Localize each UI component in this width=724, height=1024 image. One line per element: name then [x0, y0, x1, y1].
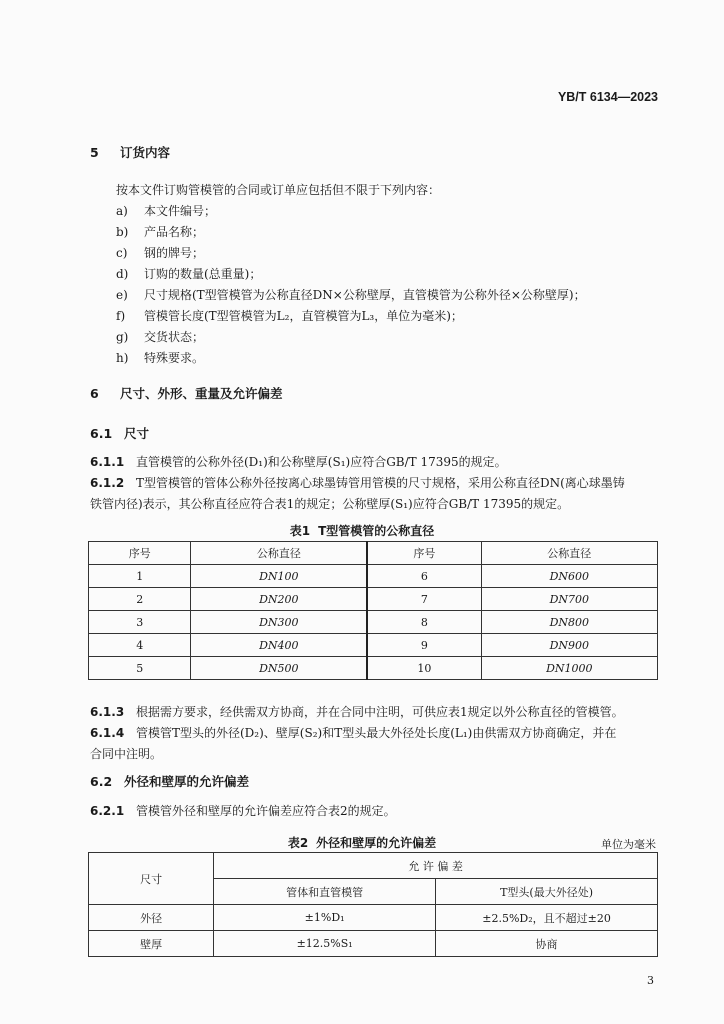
- list-item: [116, 349, 586, 370]
- section-6-2-heading: [90, 772, 249, 790]
- clause-text-line: 铁管内径)表示，其公称直径应符合表1的规定；公称壁厚(S₁)应符合GB/T 17395的规定。: [90, 497, 570, 511]
- column-header: 允 许 偏 差: [214, 853, 658, 879]
- table-cell: 壁厚: [89, 931, 214, 957]
- list-item: [116, 307, 586, 328]
- section-number: 5: [90, 145, 99, 160]
- clause-number: 6.1.1: [90, 455, 125, 469]
- list-text: 产品名称；: [144, 225, 205, 239]
- clause-6-1-4: [90, 723, 670, 765]
- table-cell: DN900: [481, 634, 657, 657]
- section-6-heading: [90, 384, 283, 402]
- section-title: 订货内容: [120, 145, 171, 160]
- table-cell: 协商: [436, 931, 658, 957]
- table-cell: 9: [367, 634, 481, 657]
- table-cell: ±2.5%D₂，且不超过±20: [436, 905, 658, 931]
- table-cell: 外径: [89, 905, 214, 931]
- list-label: h): [116, 351, 129, 365]
- table-row: [89, 588, 658, 611]
- list-text: 订购的数量(总重量)；: [144, 267, 262, 281]
- list-label: b): [116, 225, 129, 239]
- section-title: 尺寸: [124, 426, 150, 441]
- table-cell: 2: [89, 588, 191, 611]
- table-cell: 5: [89, 657, 191, 680]
- table-1-title: [0, 522, 724, 539]
- table-cell: 8: [367, 611, 481, 634]
- list-label: f): [116, 309, 126, 323]
- list-item: [116, 244, 586, 265]
- table-cell: DN100: [191, 565, 367, 588]
- table-cell: 3: [89, 611, 191, 634]
- table-cell: DN1000: [481, 657, 657, 680]
- section-title: 外径和壁厚的允许偏差: [124, 774, 250, 789]
- column-header: 序号: [367, 542, 481, 565]
- section-number: 6.1: [90, 426, 113, 441]
- table-2: [88, 852, 658, 957]
- table-cell: DN400: [191, 634, 367, 657]
- clause-6-1-3: [90, 702, 624, 723]
- unit-note: 单位为毫米: [601, 838, 656, 851]
- clause-text-line: 合同中注明。: [90, 747, 163, 761]
- table-row: [89, 611, 658, 634]
- section-5-intro: 按本文件订购管模管的合同或订单应包括但不限于下列内容：: [116, 183, 441, 197]
- clause-text: 直管模管的公称外径(D₁)和公称壁厚(S₁)应符合GB/T 17395的规定。: [136, 455, 507, 469]
- section-6-1-heading: [90, 424, 149, 442]
- column-header: 公称直径: [481, 542, 657, 565]
- list-label: a): [116, 204, 128, 218]
- list-text: 本文件编号；: [144, 204, 217, 218]
- table-cell: DN500: [191, 657, 367, 680]
- list-label: g): [116, 330, 129, 344]
- clause-number: 6.1.3: [90, 705, 125, 719]
- table-number: 表1: [289, 524, 311, 538]
- table-cell: 10: [367, 657, 481, 680]
- order-content-list: [116, 202, 586, 370]
- list-label: c): [116, 246, 128, 260]
- table-1: [88, 541, 658, 680]
- clause-number: 6.1.2: [90, 476, 125, 490]
- list-item: [116, 265, 586, 286]
- table-header-row: [89, 542, 658, 565]
- clause-6-1-2: [90, 473, 670, 515]
- table-cell: ±1%D₁: [214, 905, 436, 931]
- clause-text: 管模管外径和壁厚的允许偏差应符合表2的规定。: [136, 804, 396, 818]
- list-label: d): [116, 267, 129, 281]
- table-cell: DN300: [191, 611, 367, 634]
- table-row: [89, 657, 658, 680]
- list-text: 尺寸规格(T型管模管为公称直径DN×公称壁厚，直管模管为公称外径×公称壁厚)；: [144, 288, 586, 302]
- column-header: 公称直径: [191, 542, 367, 565]
- page-number: 3: [647, 974, 654, 987]
- list-text: 特殊要求。: [144, 351, 205, 365]
- clause-text-line: 管模管T型头的外径(D₂)、壁厚(S₂)和T型头最大外径处长度(L₁)由供需双方协商确定，并在: [136, 726, 617, 740]
- list-item: [116, 328, 586, 349]
- section-title: 尺寸、外形、重量及允许偏差: [120, 386, 283, 401]
- column-header: 序号: [89, 542, 191, 565]
- clause-6-2-1: [90, 801, 396, 822]
- table-row: [89, 565, 658, 588]
- table-cell: 7: [367, 588, 481, 611]
- list-label: e): [116, 288, 128, 302]
- table-row: [89, 634, 658, 657]
- column-header: 管体和直管模管: [214, 879, 436, 905]
- table-row: [89, 931, 658, 957]
- section-number: 6: [90, 386, 99, 401]
- list-text: 钢的牌号；: [144, 246, 205, 260]
- clause-number: 6.2.1: [90, 804, 125, 818]
- clause-text: 根据需方要求，经供需双方协商，并在合同中注明，可供应表1规定以外公称直径的管模管。: [136, 705, 624, 719]
- list-text: 交货状态；: [144, 330, 205, 344]
- section-5-heading: [90, 143, 170, 161]
- table-cell: 6: [367, 565, 481, 588]
- table-row: [89, 905, 658, 931]
- standard-code: YB/T 6134—2023: [557, 90, 658, 104]
- clause-6-1-1: [90, 452, 507, 473]
- table-number: 表2: [287, 836, 309, 850]
- clause-number: 6.1.4: [90, 726, 125, 740]
- column-header: T型头(最大外径处): [436, 879, 658, 905]
- table-cell: ±12.5%S₁: [214, 931, 436, 957]
- table-caption: 外径和壁厚的允许偏差: [316, 836, 437, 850]
- clause-text-line: T型管模管的管体公称外径按离心球墨铸管用管模的尺寸规格，采用公称直径DN(离心球墨铸: [136, 476, 625, 490]
- table-cell: DN200: [191, 588, 367, 611]
- table-cell: DN700: [481, 588, 657, 611]
- table-header-row: [89, 853, 658, 879]
- list-item: [116, 223, 586, 244]
- list-text: 管模管长度(T型管模管为L₂，直管模管为L₃，单位为毫米)；: [144, 309, 463, 323]
- list-item: [116, 202, 586, 223]
- column-header: 尺寸: [89, 853, 214, 905]
- table-cell: DN600: [481, 565, 657, 588]
- table-cell: 1: [89, 565, 191, 588]
- table-cell: DN800: [481, 611, 657, 634]
- table-caption: T型管模管的公称直径: [318, 524, 435, 538]
- section-number: 6.2: [90, 774, 113, 789]
- table-cell: 4: [89, 634, 191, 657]
- list-item: [116, 286, 586, 307]
